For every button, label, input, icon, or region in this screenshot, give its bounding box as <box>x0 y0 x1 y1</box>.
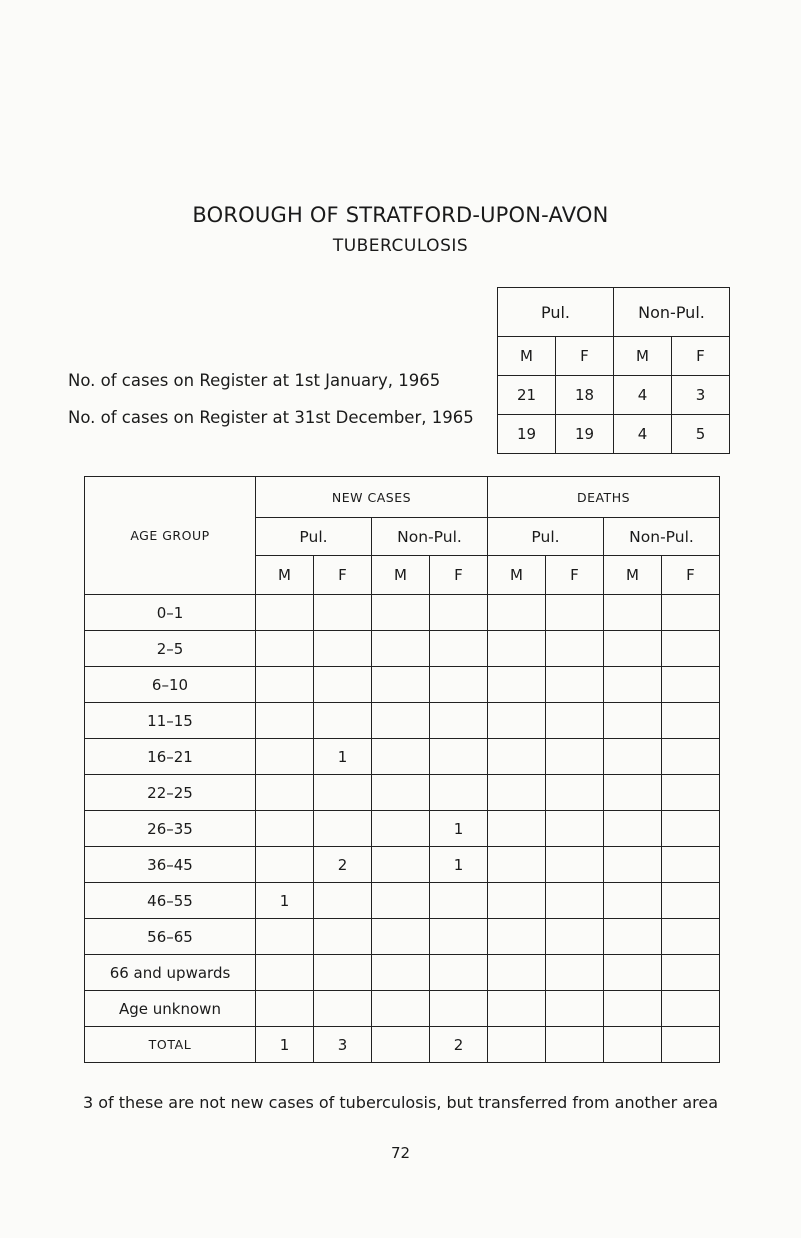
table-cell <box>372 595 430 631</box>
table-cell <box>546 991 604 1027</box>
table-cell <box>256 919 314 955</box>
table-cell <box>372 811 430 847</box>
register-header-row <box>498 288 730 337</box>
table-cell <box>662 919 720 955</box>
table-row <box>85 775 720 811</box>
age-group-label: 16–21 <box>85 739 256 775</box>
table-cell <box>314 955 372 991</box>
table-cell <box>256 847 314 883</box>
table-cell <box>662 847 720 883</box>
table-row <box>85 919 720 955</box>
table-row <box>85 955 720 991</box>
table-cell <box>372 991 430 1027</box>
table-cell <box>430 883 488 919</box>
age-group-label: 66 and upwards <box>85 955 256 991</box>
age-group-label: Age unknown <box>85 991 256 1027</box>
table-cell <box>430 955 488 991</box>
total-cell: 3 <box>314 1027 372 1063</box>
table-cell <box>372 847 430 883</box>
register-cell: 21 <box>498 376 556 415</box>
table-cell <box>546 775 604 811</box>
table-cell <box>604 955 662 991</box>
table-cell <box>430 703 488 739</box>
table-cell <box>488 667 546 703</box>
table-cell <box>604 847 662 883</box>
table-row <box>85 811 720 847</box>
table-cell <box>430 775 488 811</box>
table-cell <box>662 739 720 775</box>
table-row <box>85 847 720 883</box>
sex-header: M <box>614 337 672 376</box>
age-group-label: 2–5 <box>85 631 256 667</box>
table-cell <box>488 703 546 739</box>
sex-header: M <box>372 556 430 595</box>
table-row <box>85 631 720 667</box>
table-cell <box>488 919 546 955</box>
table-cell <box>662 595 720 631</box>
table-cell <box>662 883 720 919</box>
table-cell <box>430 991 488 1027</box>
table-cell <box>604 919 662 955</box>
table-cell <box>256 739 314 775</box>
table-cell <box>256 667 314 703</box>
total-label: TOTAL <box>85 1027 256 1063</box>
sex-header: F <box>546 556 604 595</box>
table-cell <box>372 955 430 991</box>
table-cell <box>314 595 372 631</box>
table-cell <box>546 847 604 883</box>
table-row <box>85 703 720 739</box>
deaths-nonpul-header: Non-Pul. <box>604 518 720 556</box>
table-cell <box>372 703 430 739</box>
total-cell: 2 <box>430 1027 488 1063</box>
register-label-december: No. of cases on Register at 31st December, 1965 <box>68 408 474 427</box>
table-cell <box>372 775 430 811</box>
sex-header: M <box>498 337 556 376</box>
table-cell <box>604 775 662 811</box>
register-table <box>497 287 730 454</box>
table-row <box>85 595 720 631</box>
table-cell <box>314 991 372 1027</box>
total-row <box>85 1027 720 1063</box>
table-cell <box>372 883 430 919</box>
register-cell: 18 <box>556 376 614 415</box>
register-row-december <box>498 415 730 454</box>
footnote: 3 of these are not new cases of tuberculosis, but transferred from another area <box>82 1093 719 1112</box>
table-cell: 1 <box>430 847 488 883</box>
table-cell <box>662 631 720 667</box>
table-cell <box>488 991 546 1027</box>
table-cell <box>430 631 488 667</box>
table-cell <box>372 631 430 667</box>
register-nonpul-header: Non-Pul. <box>614 288 730 337</box>
table-cell <box>256 811 314 847</box>
table-cell <box>546 703 604 739</box>
table-cell <box>604 991 662 1027</box>
table-cell <box>546 595 604 631</box>
table-cell <box>546 739 604 775</box>
table-cell <box>430 667 488 703</box>
table-cell <box>314 703 372 739</box>
register-sex-row <box>498 337 730 376</box>
table-cell <box>546 667 604 703</box>
table-cell <box>604 667 662 703</box>
table-cell: 1 <box>430 811 488 847</box>
table-cell <box>314 883 372 919</box>
table-cell <box>604 883 662 919</box>
age-group-label: 22–25 <box>85 775 256 811</box>
table-cell <box>604 631 662 667</box>
table-cell <box>488 811 546 847</box>
page-title: BOROUGH OF STRATFORD-UPON-AVON <box>192 203 609 227</box>
table-cell <box>256 955 314 991</box>
table-cell <box>488 739 546 775</box>
register-row-january <box>498 376 730 415</box>
age-group-header: AGE GROUP <box>85 477 256 595</box>
sex-header: F <box>430 556 488 595</box>
table-cell <box>662 775 720 811</box>
sex-header: F <box>556 337 614 376</box>
sex-header: F <box>672 337 730 376</box>
table-cell: 1 <box>256 883 314 919</box>
total-cell <box>604 1027 662 1063</box>
total-cell <box>372 1027 430 1063</box>
sex-header: M <box>488 556 546 595</box>
new-cases-header: NEW CASES <box>256 477 488 518</box>
table-cell <box>372 739 430 775</box>
table-cell <box>546 919 604 955</box>
table-cell <box>662 991 720 1027</box>
register-cell: 5 <box>672 415 730 454</box>
register-cell: 3 <box>672 376 730 415</box>
new-cases-nonpul-header: Non-Pul. <box>372 518 488 556</box>
table-cell <box>488 775 546 811</box>
table-cell <box>662 811 720 847</box>
table-cell <box>314 811 372 847</box>
age-group-table <box>84 476 720 1063</box>
table-cell <box>430 919 488 955</box>
page-subtitle: TUBERCULOSIS <box>332 236 469 256</box>
age-group-label: 6–10 <box>85 667 256 703</box>
table-cell <box>662 955 720 991</box>
table-cell <box>314 631 372 667</box>
table-cell <box>546 883 604 919</box>
table-cell <box>604 811 662 847</box>
table-cell: 2 <box>314 847 372 883</box>
table-cell <box>256 775 314 811</box>
deaths-pul-header: Pul. <box>488 518 604 556</box>
register-cell: 4 <box>614 415 672 454</box>
register-cell: 19 <box>556 415 614 454</box>
table-header-row <box>85 477 720 518</box>
table-cell <box>662 703 720 739</box>
table-row <box>85 883 720 919</box>
total-cell <box>662 1027 720 1063</box>
age-group-label: 0–1 <box>85 595 256 631</box>
table-cell <box>314 919 372 955</box>
table-cell <box>314 667 372 703</box>
table-cell <box>604 703 662 739</box>
table-cell <box>546 811 604 847</box>
table-cell <box>488 847 546 883</box>
age-group-label: 26–35 <box>85 811 256 847</box>
table-cell <box>256 991 314 1027</box>
register-label-january: No. of cases on Register at 1st January, 1965 <box>68 371 441 390</box>
table-cell <box>488 631 546 667</box>
table-cell <box>604 595 662 631</box>
table-row <box>85 991 720 1027</box>
table-cell <box>488 883 546 919</box>
table-cell <box>430 739 488 775</box>
total-cell <box>488 1027 546 1063</box>
table-cell: 1 <box>314 739 372 775</box>
deaths-header: DEATHS <box>488 477 720 518</box>
sex-header: F <box>314 556 372 595</box>
table-row <box>85 739 720 775</box>
table-cell <box>256 595 314 631</box>
register-pul-header: Pul. <box>498 288 614 337</box>
table-cell <box>662 667 720 703</box>
sex-header: M <box>604 556 662 595</box>
register-cell: 4 <box>614 376 672 415</box>
age-group-label: 46–55 <box>85 883 256 919</box>
new-cases-pul-header: Pul. <box>256 518 372 556</box>
table-cell <box>256 703 314 739</box>
sex-header: F <box>662 556 720 595</box>
table-cell <box>488 595 546 631</box>
table-cell <box>372 667 430 703</box>
table-cell <box>372 919 430 955</box>
table-cell <box>604 739 662 775</box>
table-cell <box>314 775 372 811</box>
total-cell <box>546 1027 604 1063</box>
table-cell <box>546 631 604 667</box>
age-group-label: 56–65 <box>85 919 256 955</box>
register-cell: 19 <box>498 415 556 454</box>
table-cell <box>546 955 604 991</box>
sex-header: M <box>256 556 314 595</box>
age-group-label: 36–45 <box>85 847 256 883</box>
page-number: 72 <box>390 1144 411 1162</box>
table-row <box>85 667 720 703</box>
table-cell <box>256 631 314 667</box>
age-group-label: 11–15 <box>85 703 256 739</box>
total-cell: 1 <box>256 1027 314 1063</box>
table-cell <box>430 595 488 631</box>
table-cell <box>488 955 546 991</box>
